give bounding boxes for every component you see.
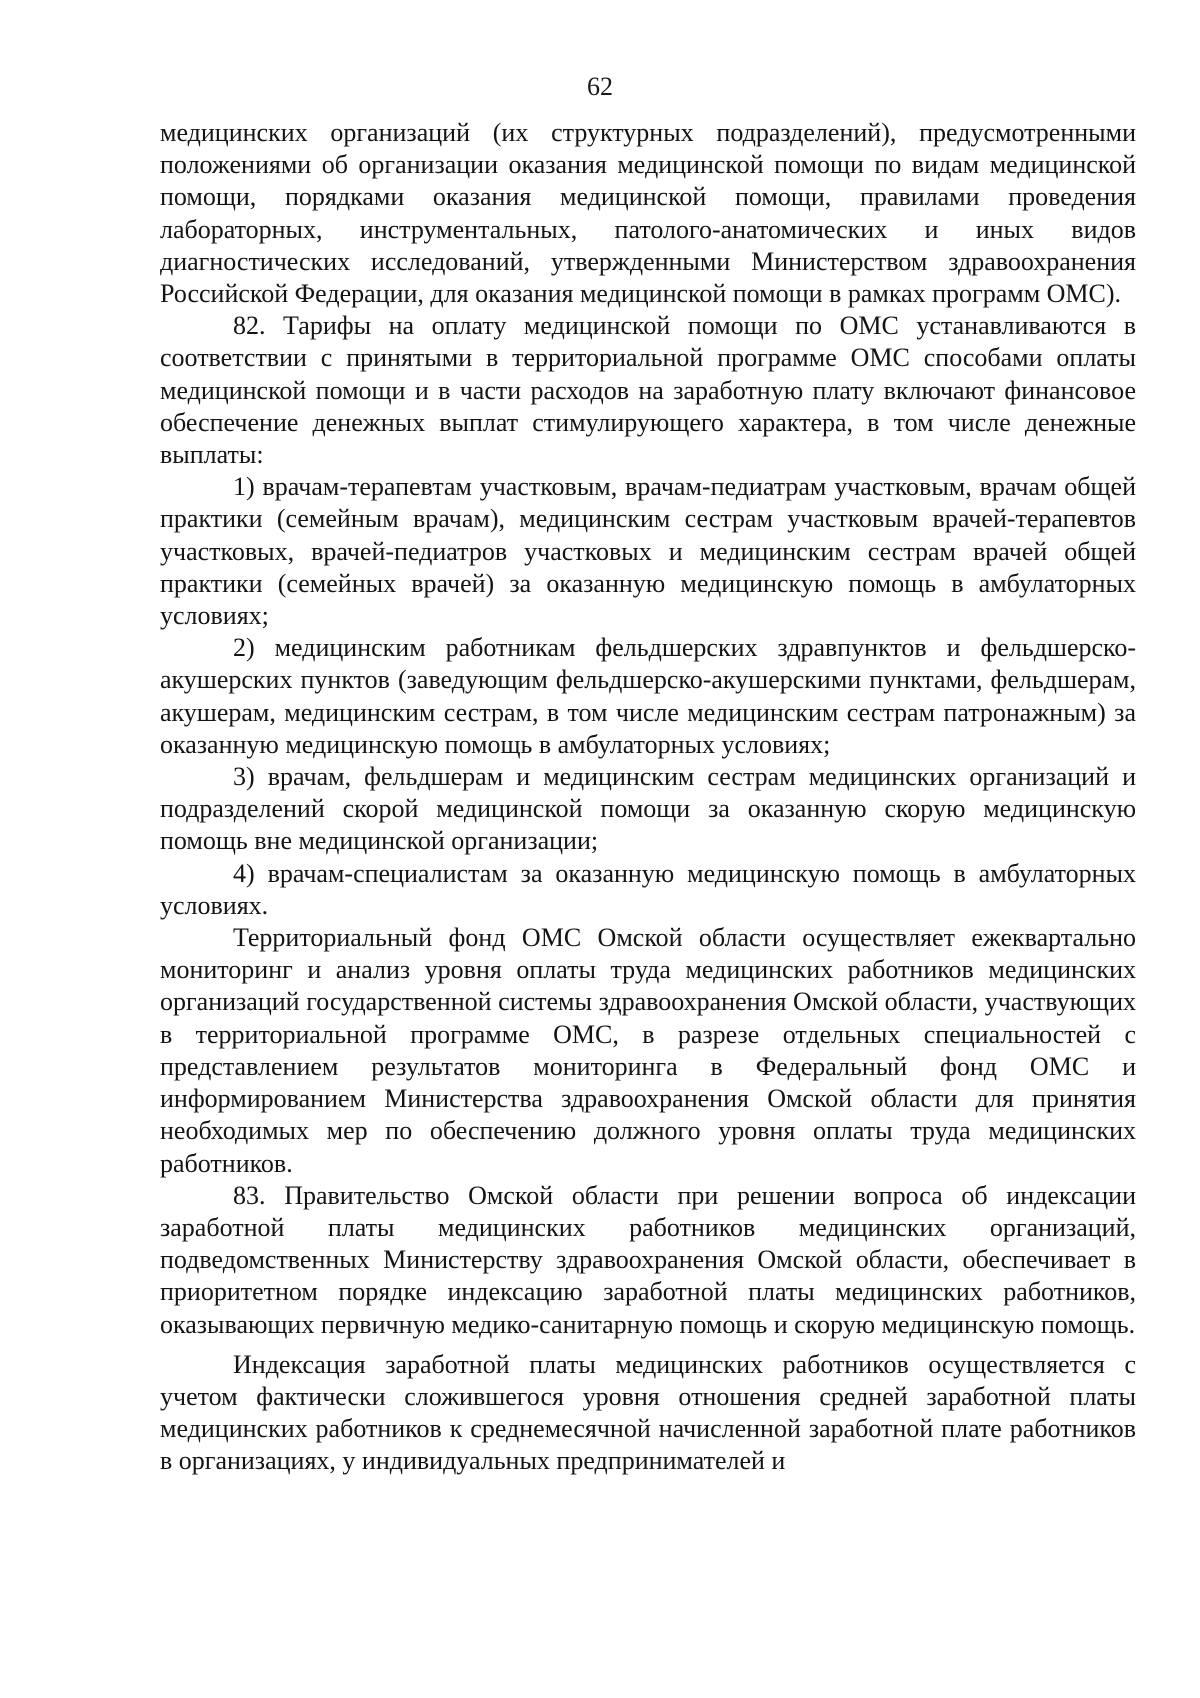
- list-item-4: 4) врачам-специалистам за оказанную медицинскую помощь в амбулаторных условиях.: [160, 858, 1136, 920]
- paragraph-continuation: медицинских организаций (их структурных подразделений), предусмотренными положениями об организации оказания медицинской помощи по видам медицинской помощи, порядками оказания медицинской помощи, правилами проведения лабораторных, инструментальных, патолого-анатомических и иных видов диагностических исследований, утвержденными Министерством здравоохранения Российской Федерации, для оказания медицинской помощи в рамках программ ОМС).: [160, 118, 1136, 309]
- list-item-1: 1) врачам-терапевтам участковым, врачам-педиатрам участковым, врачам общей практики (семейным врачам), медицинским сестрам участковым врачей-терапевтов участковых, врачей-педиатров участковых и медицинским сестрам врачей общей практики (семейных врачей) за оказанную медицинскую помощь в амбулаторных условиях;: [160, 472, 1136, 631]
- paragraph-monitoring: Территориальный фонд ОМС Омской области осуществляет ежеквартально мониторинг и анализ уровня оплаты труда медицинских работников медицинских организаций государственной системы здравоохранения Омской области, участвующих в территориальной программе ОМС, в разрезе отдельных специальностей с представлением результатов мониторинга в Федеральный фонд ОМС и информированием Министерства здравоохранения Омской области для принятия необходимых мер по обеспечению должного уровня оплаты труда медицинских работников.: [160, 923, 1136, 1178]
- list-item-3: 3) врачам, фельдшерам и медицинским сестрам медицинских организаций и подразделений скорой медицинской помощи за оказанную скорую медицинскую помощь вне медицинской организации;: [160, 762, 1136, 856]
- paragraph-83: 83. Правительство Омской области при решении вопроса об индексации заработной платы медицинских работников медицинских организаций, подведомственных Министерству здравоохранения Омской области, обеспечивает в приоритетном порядке индексацию заработной платы медицинских работников, оказывающих первичную медико-санитарную помощь и скорую медицинскую помощь.: [160, 1180, 1136, 1339]
- paragraph-indexation: Индексация заработной платы медицинских работников осуществляется с учетом фактически сложившегося уровня отношения средней заработной платы медицинских работников к среднемесячной начисленной заработной плате работников в организациях, у индивидуальных предпринимателей и: [160, 1349, 1136, 1476]
- document-body: [160, 117, 1136, 1478]
- page-number: 62: [587, 72, 613, 101]
- list-item-2: 2) медицинским работникам фельдшерских здравпунктов и фельдшерско-акушерских пунктов (заведующим фельдшерско-акушерскими пунктами, фельдшерам, акушерам, медицинским сестрам, в том числе медицинским сестрам патронажным) за оказанную медицинскую помощь в амбулаторных условиях;: [160, 633, 1136, 759]
- paragraph-82: 82. Тарифы на оплату медицинской помощи по ОМС устанавливаются в соответствии с принятыми в территориальной программе ОМС способами оплаты медицинской помощи и в части расходов на заработную плату включают финансовое обеспечение денежных выплат стимулирующего характера, в том числе денежные выплаты:: [160, 311, 1136, 470]
